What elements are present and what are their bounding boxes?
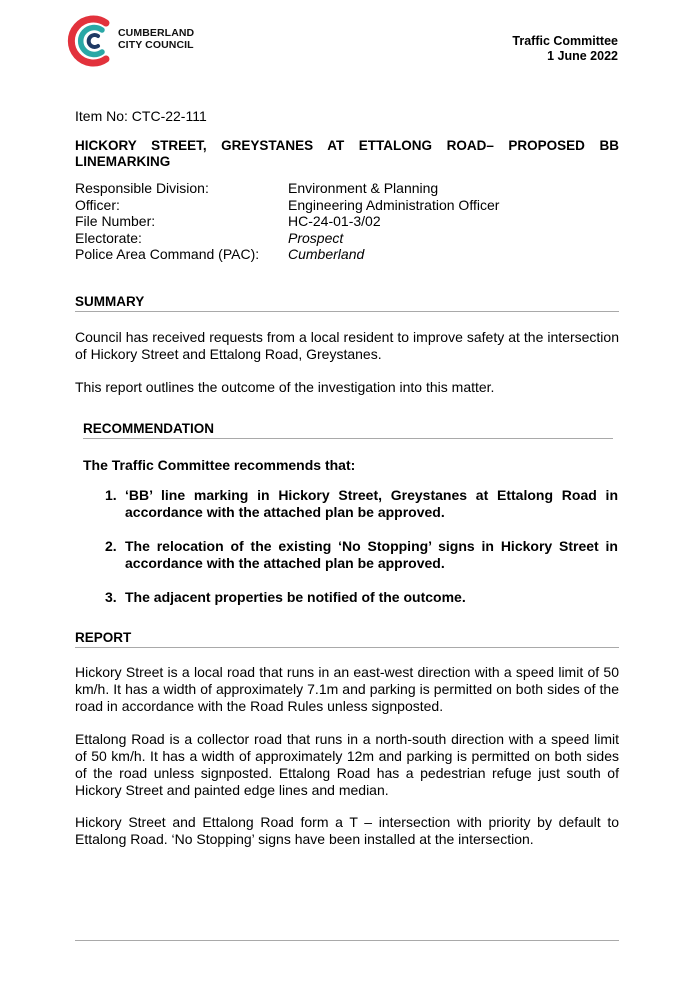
list-item	[105, 589, 618, 606]
meta-row-electorate	[75, 230, 499, 247]
recommendation-heading: RECOMMENDATION	[83, 421, 214, 436]
meeting-date: 1 June 2022	[547, 49, 618, 63]
meta-value: Environment & Planning	[288, 180, 439, 196]
list-item-number: 1.	[105, 487, 117, 503]
header-meta	[512, 34, 618, 64]
meta-row-division	[75, 180, 499, 197]
report-meta	[75, 180, 499, 263]
list-item	[105, 538, 618, 572]
meta-label: File Number:	[75, 213, 156, 229]
meta-label: Officer:	[75, 196, 120, 213]
logo-text-line2: CITY COUNCIL	[118, 39, 194, 51]
recommendation-list	[105, 487, 618, 623]
logo-text-line1: CUMBERLAND	[118, 27, 195, 39]
meta-label: Electorate:	[75, 229, 142, 246]
item-number: Item No: CTC-22-111	[75, 108, 207, 124]
meta-label: Responsible Division:	[75, 180, 209, 196]
meta-row-pac	[75, 246, 499, 263]
list-item-number: 3.	[105, 589, 117, 605]
report-paragraph-3: Hickory Street and Ettalong Road form a T – intersection with priority by default to Ettalong Road. ‘No Stopping’ signs have been installed at the intersection.	[75, 814, 619, 847]
meta-row-file-number	[75, 213, 499, 230]
summary-paragraph-2: This report outlines the outcome of the investigation into this matter.	[75, 379, 495, 395]
list-item-text: The relocation of the existing ‘No Stopping’ signs in Hickory Street in accordance with the attached plan be approved.	[125, 538, 618, 571]
footer-rule	[75, 940, 619, 941]
recommendation-rule	[83, 438, 613, 439]
list-item-text: The adjacent properties be notified of the outcome.	[125, 589, 466, 605]
report-paragraph-2: Ettalong Road is a collector road that runs in a north-south direction with a speed limit of 50 km/h. It has a width of approximately 12m and parking is permitted on both sides of the road unless signposted. Ettalong Road has a pedestrian refuge just south of Hickory Street and painted edge lines and median.	[75, 731, 619, 798]
meta-row-officer	[75, 197, 499, 214]
report-heading: REPORT	[75, 630, 132, 645]
list-item	[105, 487, 618, 521]
summary-rule	[75, 311, 619, 312]
report-paragraph-1: Hickory Street is a local road that runs in an east-west direction with a speed limit of 50 km/h. It has a width of approximately 7.1m and parking is permitted on both sides of the road in accordance with the Road Rules unless signposted.	[75, 664, 619, 714]
council-logo-icon	[66, 13, 116, 69]
report-title: HICKORY STREET, GREYSTANES AT ETTALONG ROAD– PROPOSED BB LINEMARKING	[75, 138, 619, 169]
meta-value: HC-24-01-3/02	[288, 213, 381, 229]
list-item-text: ‘BB’ line marking in Hickory Street, Greystanes at Ettalong Road in accordance with the attached plan be approved.	[125, 487, 618, 520]
meta-value: Engineering Administration Officer	[288, 196, 500, 213]
report-rule	[75, 647, 619, 648]
summary-heading: SUMMARY	[75, 294, 145, 309]
meta-label: Police Area Command (PAC):	[75, 246, 260, 262]
meta-value: Prospect	[288, 229, 344, 246]
meta-value: Cumberland	[288, 246, 365, 262]
list-item-number: 2.	[105, 538, 117, 554]
recommendation-intro: The Traffic Committee recommends that:	[83, 457, 356, 473]
summary-paragraph-1: Council has received requests from a local resident to improve safety at the intersection of Hickory Street and Ettalong Road, Greystanes.	[75, 329, 619, 362]
logo-text	[118, 27, 194, 51]
council-logo	[66, 13, 196, 69]
committee-name: Traffic Committee	[512, 34, 618, 48]
